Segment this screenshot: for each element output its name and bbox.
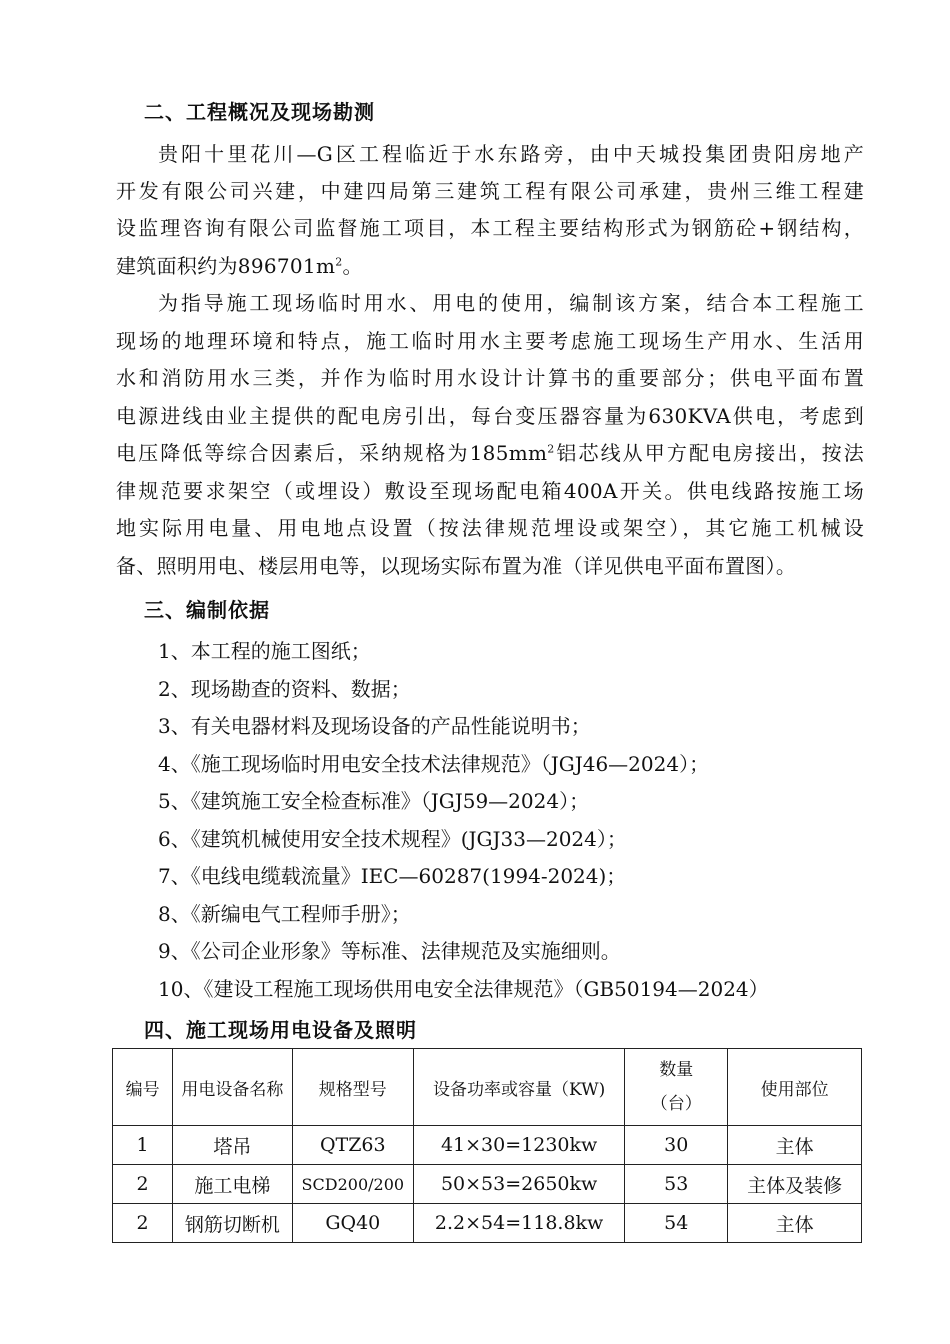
- cable-text-tail: 铝芯线从甲方配电房接出，按法: [554, 441, 864, 465]
- cell-power: 2.2×54=118.8kw: [414, 1204, 625, 1243]
- header-qty-line2: （台）: [650, 1094, 702, 1114]
- header-usage: 使用部位: [728, 1049, 862, 1126]
- paragraph-line: 水和消防用水三类，并作为临时用水设计计算书的重要部分；供电平面布置: [116, 366, 864, 390]
- cell-model: GQ40: [292, 1204, 413, 1243]
- list-item: 6、《建筑机械使用安全技术规程》(JGJ33—2024）；: [158, 827, 627, 851]
- cell-name: 施工电梯: [173, 1165, 292, 1204]
- paragraph-line: 设监理咨询有限公司监督施工项目，本工程主要结构形式为钢筋砼+钢结构，: [116, 216, 864, 240]
- area-text: 建筑面积约为896701m: [116, 254, 336, 278]
- equipment-table: [112, 1048, 862, 1243]
- section-heading-3: 三、编制依据: [144, 598, 270, 622]
- punctuation: 。: [342, 254, 363, 278]
- cell-usage: 主体: [728, 1204, 862, 1243]
- table-row: [113, 1126, 862, 1165]
- cell-qty: 54: [625, 1204, 728, 1243]
- section-heading-4: 四、施工现场用电设备及照明: [144, 1018, 417, 1042]
- paragraph-line: [116, 439, 864, 467]
- list-item: 4、《施工现场临时用电安全技术法律规范》（JGJ46—2024）；: [158, 752, 710, 776]
- cell-no: 2: [113, 1165, 173, 1204]
- list-item: 2、现场勘查的资料、数据；: [158, 677, 411, 701]
- section-heading-2: 二、工程概况及现场勘测: [144, 100, 375, 124]
- cell-power: 41×30=1230kw: [414, 1126, 625, 1165]
- paragraph-line: 律规范要求架空（或埋设）敷设至现场配电箱400A开关。供电线路按施工场: [116, 479, 864, 503]
- cell-power: 50×53=2650kw: [414, 1165, 625, 1204]
- paragraph-line: 开发有限公司兴建，中建四局第三建筑工程有限公司承建，贵州三维工程建: [116, 179, 864, 203]
- cable-text: 电压降低等综合因素后，采纳规格为185mm: [116, 441, 548, 465]
- cell-name: 钢筋切断机: [173, 1204, 292, 1243]
- paragraph-line: 备、照明用电、楼层用电等，以现场实际布置为准（详见供电平面布置图）。: [116, 554, 797, 578]
- header-qty: [625, 1049, 728, 1126]
- cell-no: 2: [113, 1204, 173, 1243]
- superscript: 2: [547, 442, 555, 456]
- list-item: 10、《建设工程施工现场供用电安全法律规范》（GB50194—2024）: [158, 977, 769, 1001]
- header-power: 设备功率或容量（KW): [414, 1049, 625, 1126]
- cell-no: 1: [113, 1126, 173, 1165]
- table-row: [113, 1204, 862, 1243]
- list-item: 7、《电线电缆载流量》IEC—60287(1994-2024)；: [158, 864, 627, 888]
- cell-usage: 主体及装修: [728, 1165, 862, 1204]
- list-item: 1、本工程的施工图纸；: [158, 639, 371, 663]
- list-item: 8、《新编电气工程师手册》；: [158, 902, 411, 926]
- cell-name: 塔吊: [173, 1126, 292, 1165]
- table-header-row: [113, 1049, 862, 1126]
- paragraph-line: 贵阳十里花川—G区工程临近于水东路旁，由中天城投集团贵阳房地产: [158, 142, 864, 166]
- table-row: [113, 1165, 862, 1204]
- list-item: 5、《建筑施工安全检查标准》（JGJ59—2024）；: [158, 789, 590, 813]
- paragraph-line: [116, 252, 363, 280]
- superscript: 2: [335, 255, 343, 269]
- cell-qty: 53: [625, 1165, 728, 1204]
- paragraph-line: 电源进线由业主提供的配电房引出，每台变压器容量为630KVA供电，考虑到: [116, 404, 864, 428]
- header-qty-line1: 数量: [659, 1060, 694, 1080]
- cell-model: SCD200/200: [292, 1165, 413, 1204]
- list-item: 3、有关电器材料及现场设备的产品性能说明书；: [158, 714, 591, 738]
- cell-qty: 30: [625, 1126, 728, 1165]
- paragraph-line: 地实际用电量、用电地点设置（按法律规范埋设或架空），其它施工机械设: [116, 516, 864, 540]
- list-item: 9、《公司企业形象》等标准、法律规范及实施细则。: [158, 939, 621, 963]
- header-model: 规格型号: [292, 1049, 413, 1126]
- paragraph-line: 为指导施工现场临时用水、用电的使用，编制该方案，结合本工程施工: [158, 291, 864, 315]
- header-name: 用电设备名称: [173, 1049, 292, 1126]
- cell-usage: 主体: [728, 1126, 862, 1165]
- cell-model: QTZ63: [292, 1126, 413, 1165]
- paragraph-line: 现场的地理环境和特点，施工临时用水主要考虑施工现场生产用水、生活用: [116, 329, 864, 353]
- header-no: 编号: [113, 1049, 173, 1126]
